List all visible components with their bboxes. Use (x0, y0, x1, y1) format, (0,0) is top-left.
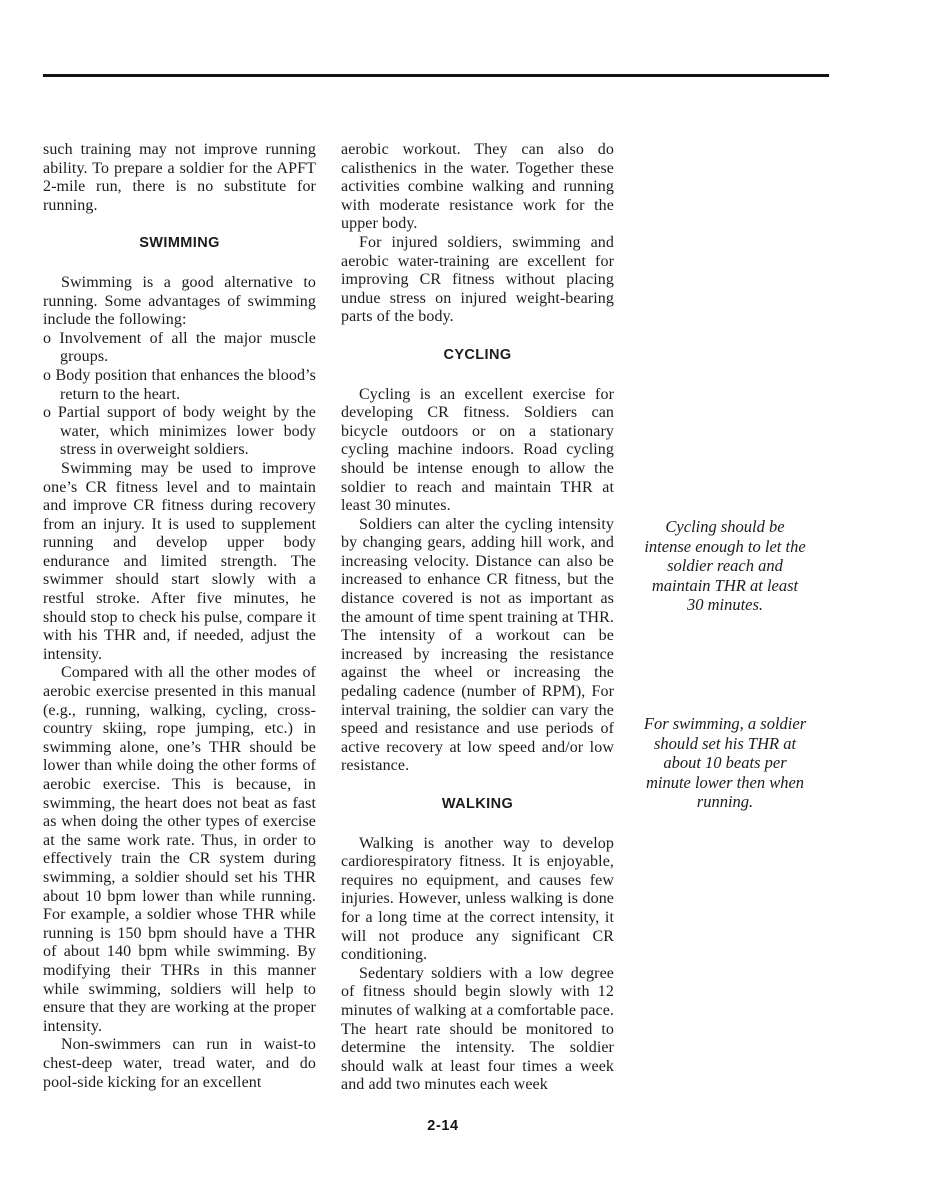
margin-note-line: should set his THR at (653, 733, 797, 753)
margin-note-line: about 10 beats per (663, 753, 787, 773)
section-heading-walking: WALKING (441, 796, 514, 812)
margin-note-line: maintain THR at least (651, 575, 799, 595)
top-horizontal-rule (43, 74, 829, 77)
body-paragraph-injured: For injured soldiers, swimming and aerobic water-training are excellent for improving CR fitness without placing undue stress on injured weight-bearing parts of the body. (341, 233, 614, 326)
body-paragraph-swimming-2: Swimming may be used to improve one’s CR fitness level and to maintain and improve CR fitness during recovery from an injury. It is used to supplement running and develop upper body endurance and limited strength. The swimmer should start slowly with a restful stroke. After five minutes, he should stop to check his pulse, compare it with his THR and, if needed, adjust the intensity. (43, 459, 316, 663)
margin-note-line: intense enough to let the (644, 536, 806, 556)
margin-note-cycling (619, 517, 831, 615)
bullet-item (43, 367, 316, 404)
margin-note-line: Cycling should be (665, 517, 785, 536)
section-heading-swimming: SWIMMING (139, 235, 220, 252)
bullet-marker: o (43, 366, 52, 384)
body-paragraph-swimming-3: Compared with all the other modes of aerobic exercise presented in this manual (e.g., running, walking, cycling, cross-country skiing, rope jumping, etc.) in swimming alone, one’s THR should be lower than while doing the other forms of aerobic exercise. This is because, in swimming, the heart does not beat as fast as when doing the other types of exercise at the same work rate. Thus, in order to effectively train the CR system during swimming, a soldier should set his THR about 10 bpm lower than while running. For example, a soldier whose THR while running is 150 bpm should have a THR of about 140 bpm while swimming. By modifying their THRs in this manner while swimming, soldiers will help to ensure that they are working at the proper intensity. (43, 664, 316, 1035)
bullet-item (43, 330, 316, 367)
body-paragraph-swimming-4: Non-swimmers can run in waist-to chest-deep water, tread water, and do pool-side kicking for an excellent (43, 1036, 316, 1091)
body-paragraph-swimming-intro: Swimming is a good alternative to running. Some advantages of swimming include the following: (43, 273, 316, 329)
margin-note-line: soldier reach and (667, 556, 783, 576)
bullet-text: Involvement of all the major muscle groups. (59, 329, 317, 366)
middle-text-column (341, 141, 614, 1095)
body-paragraph-cycling-2: Soldiers can alter the cycling intensity by changing gears, adding hill work, and increasing velocity. Distance can also be increased to enhance CR fitness, but the distance covered is not as important as the amount of time spent training at THR. The intensity of a workout can be increased by increasing the resistance against the wheel or increasing the pedaling cadence (number of RPM), For interval training, the soldier can vary the speed and resistance and use periods of active recovery at low speed and/or low resistance. (341, 515, 614, 775)
left-text-column (43, 141, 316, 1092)
margin-note-line: For swimming, a soldier (643, 714, 807, 733)
section-heading-cycling: CYCLING (443, 346, 512, 363)
body-paragraph-walking-1: Walking is another way to develop cardiorespiratory fitness. It is enjoyable, requires no equipment, and causes few injuries. However, unless walking is done for a long time at the correct intensity, it will not produce any significant CR conditioning. (341, 834, 614, 964)
body-paragraph-cycling-1: Cycling is an excellent exercise for developing CR fitness. Soldiers can bicycle outdoors or on a stationary cycling machine indoors. Road cycling should be intense enough to allow the soldier to reach and maintain THR at least 30 minutes. (341, 385, 614, 515)
margin-note-line: minute lower then when (645, 772, 805, 792)
bullet-text: Body position that enhances the blood’s return to the heart. (55, 366, 316, 403)
body-paragraph-continuation: aerobic workout. They can also do calisthenics in the water. Together these activities combine walking and running with moderate resistance work for the upper body. (341, 141, 614, 233)
body-paragraph-intro: such training may not improve running ability. To prepare a soldier for the APFT 2-mile run, there is no substitute for running. (43, 141, 316, 214)
page-number: 2-14 (427, 1118, 459, 1134)
bullet-marker: o (43, 329, 52, 347)
bullet-item (43, 404, 316, 460)
bullet-marker: o (43, 404, 52, 422)
bullet-text: Partial support of body weight by the water, which minimizes lower body stress in overweight soldiers. (57, 404, 317, 459)
margin-note-line: running. (696, 792, 754, 812)
margin-note-line: 30 minutes. (686, 595, 764, 615)
body-paragraph-walking-2: Sedentary soldiers with a low degree of fitness should begin slowly with 12 minutes of walking at a comfortable pace. The heart rate should be monitored to determine the intensity. The soldier should walk at least four times a week and add two minutes each week (341, 964, 614, 1094)
margin-note-swimming (619, 714, 831, 812)
